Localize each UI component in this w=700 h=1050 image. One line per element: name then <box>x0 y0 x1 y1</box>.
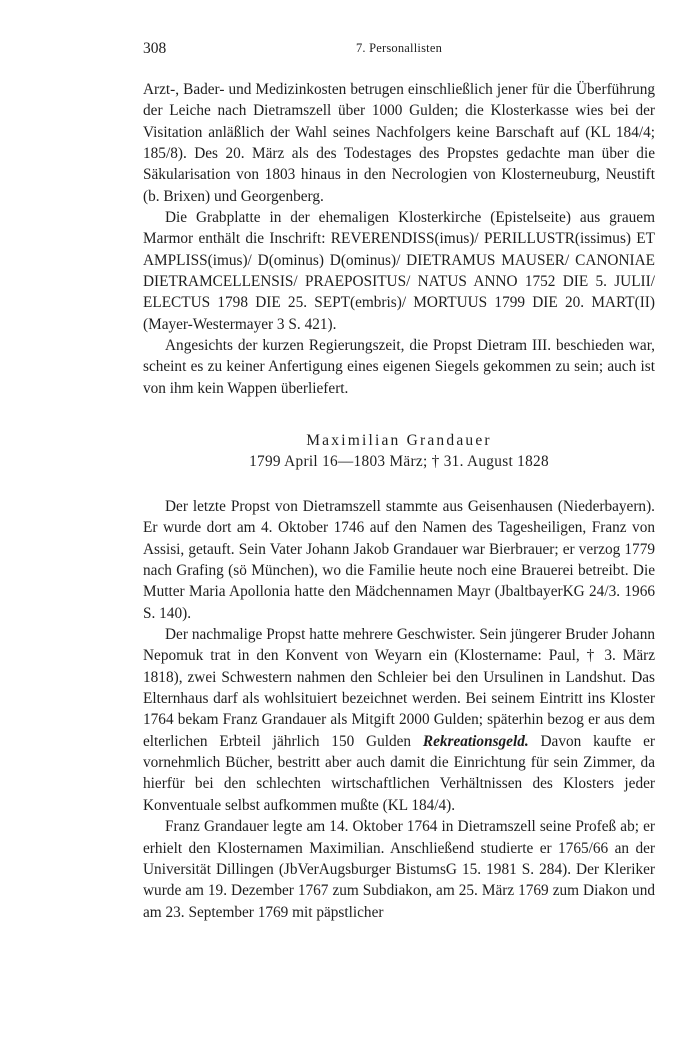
paragraph-siblings <box>143 624 655 816</box>
entry-dates: 1799 April 16—1803 März; † 31. August 1828 <box>249 453 549 470</box>
emphasized-term: Rekreationsgeld. <box>422 732 529 750</box>
paragraph-costs: Arzt-, Bader- und Medizinkosten betrugen einschließlich jener für die Überführung der Leiche nach Dietramszell über 1000 Gulden; die Klosterkasse wies bei der Visitation anläßlich der Wahl seines Nachfolgers keine Barschaft auf (KL 184/4; 185/8). Des 20. März als des Todestages des Propstes gedachte man über die Säkularisation von 1803 hinaus in den Necrologien von Klosterneuburg, Neustift (b. Brixen) und Georgenberg. <box>143 81 655 205</box>
paragraph-siblings-text-start: Der nachmalige Propst hatte mehrere Geschwister. Sein jüngerer Bruder Johann Nepomuk trat in den Konvent von Weyarn ein (Klostername: Paul, † 3. März 1818), zwei Schwestern nahmen den Schleier bei den Ursulinen in Landshut. Das Elternhaus darf als wohlsituiert bezeichnet werden. Bei seinem Eintritt ins Kloster 1764 bekam Franz Grandauer als Mitgift 2000 Gulden; späterhin bezog er aus dem elterlichen Erbteil jährlich 150 Gulden <box>143 626 655 750</box>
chapter-title: 7. Personallisten <box>355 41 443 55</box>
paragraph-profession: Franz Grandauer legte am 14. Oktober 1764 in Dietramszell seine Profeß ab; er erhielt den Klosternamen Maximilian. Anschließend studierte er 1765/66 an der Universität Dillingen (JbVerAugsburger BistumsG 15. 1981 S. 284). Der Kleriker wurde am 19. Dezember 1767 zum Subdiakon, am 25. März 1769 zum Diakon und am 23. September 1769 mit päpstlicher <box>143 818 655 921</box>
page-number: 308 <box>143 40 167 57</box>
paragraph-seal: Angesichts der kurzen Regierungszeit, die Propst Dietram III. beschieden war, scheint es zu keiner Anfertigung eines eigenen Siegels gekommen zu sein; auch ist von ihm kein Wappen überliefert. <box>143 337 655 397</box>
paragraph-siblings-text-end: Davon kaufte er vornehmlich Bücher, bestritt aber auch damit die Einrichtung für sein Zimmer, da hierfür bei den schlechten wirtschaftlichen Verhältnissen des Klosters jeder Konventuale selbst aufkommen mußte (KL 184/4). <box>143 732 655 814</box>
entry-name: Maximilian Grandauer <box>306 432 492 449</box>
paragraph-origin: Der letzte Propst von Dietramszell stammte aus Geisenhausen (Niederbayern). Er wurde dort am 4. Oktober 1746 auf den Namen des Tagesheiligen, Franz von Assisi, getauft. Sein Vater Johann Jakob Grandauer war Bierbrauer; er verzog 1779 nach Grafing (sö München), wo die Familie heute noch eine Brauerei betreibt. Die Mutter Maria Apollonia hatte den Mädchennamen Mayr (JbaltbayerKG 24/3. 1966 S. 140). <box>143 498 655 622</box>
section-continued-text <box>143 79 655 399</box>
entry-heading <box>143 430 655 472</box>
entry-body-text <box>143 496 655 923</box>
running-head <box>143 40 655 60</box>
paragraph-grave-slab: Die Grabplatte in der ehemaligen Klosterkirche (Epistelseite) aus grauem Marmor enthält die Inschrift: REVERENDISS(imus)/ PERILLUSTR(issimus) ET AMPLISS(imus)/ D(ominus) D(ominus)/ DIETRAMUS MAUSER/ CANONIAE DIETRAMCELLENSIS/ PRAEPOSITUS/ NATUS ANNO 1752 DIE 5. JULII/ ELECTUS 1798 DIE 25. SEPT(embris)/ MORTUUS 1799 DIE 20. MART(II) (Mayer-Westermayer 3 S. 421). <box>143 209 655 333</box>
